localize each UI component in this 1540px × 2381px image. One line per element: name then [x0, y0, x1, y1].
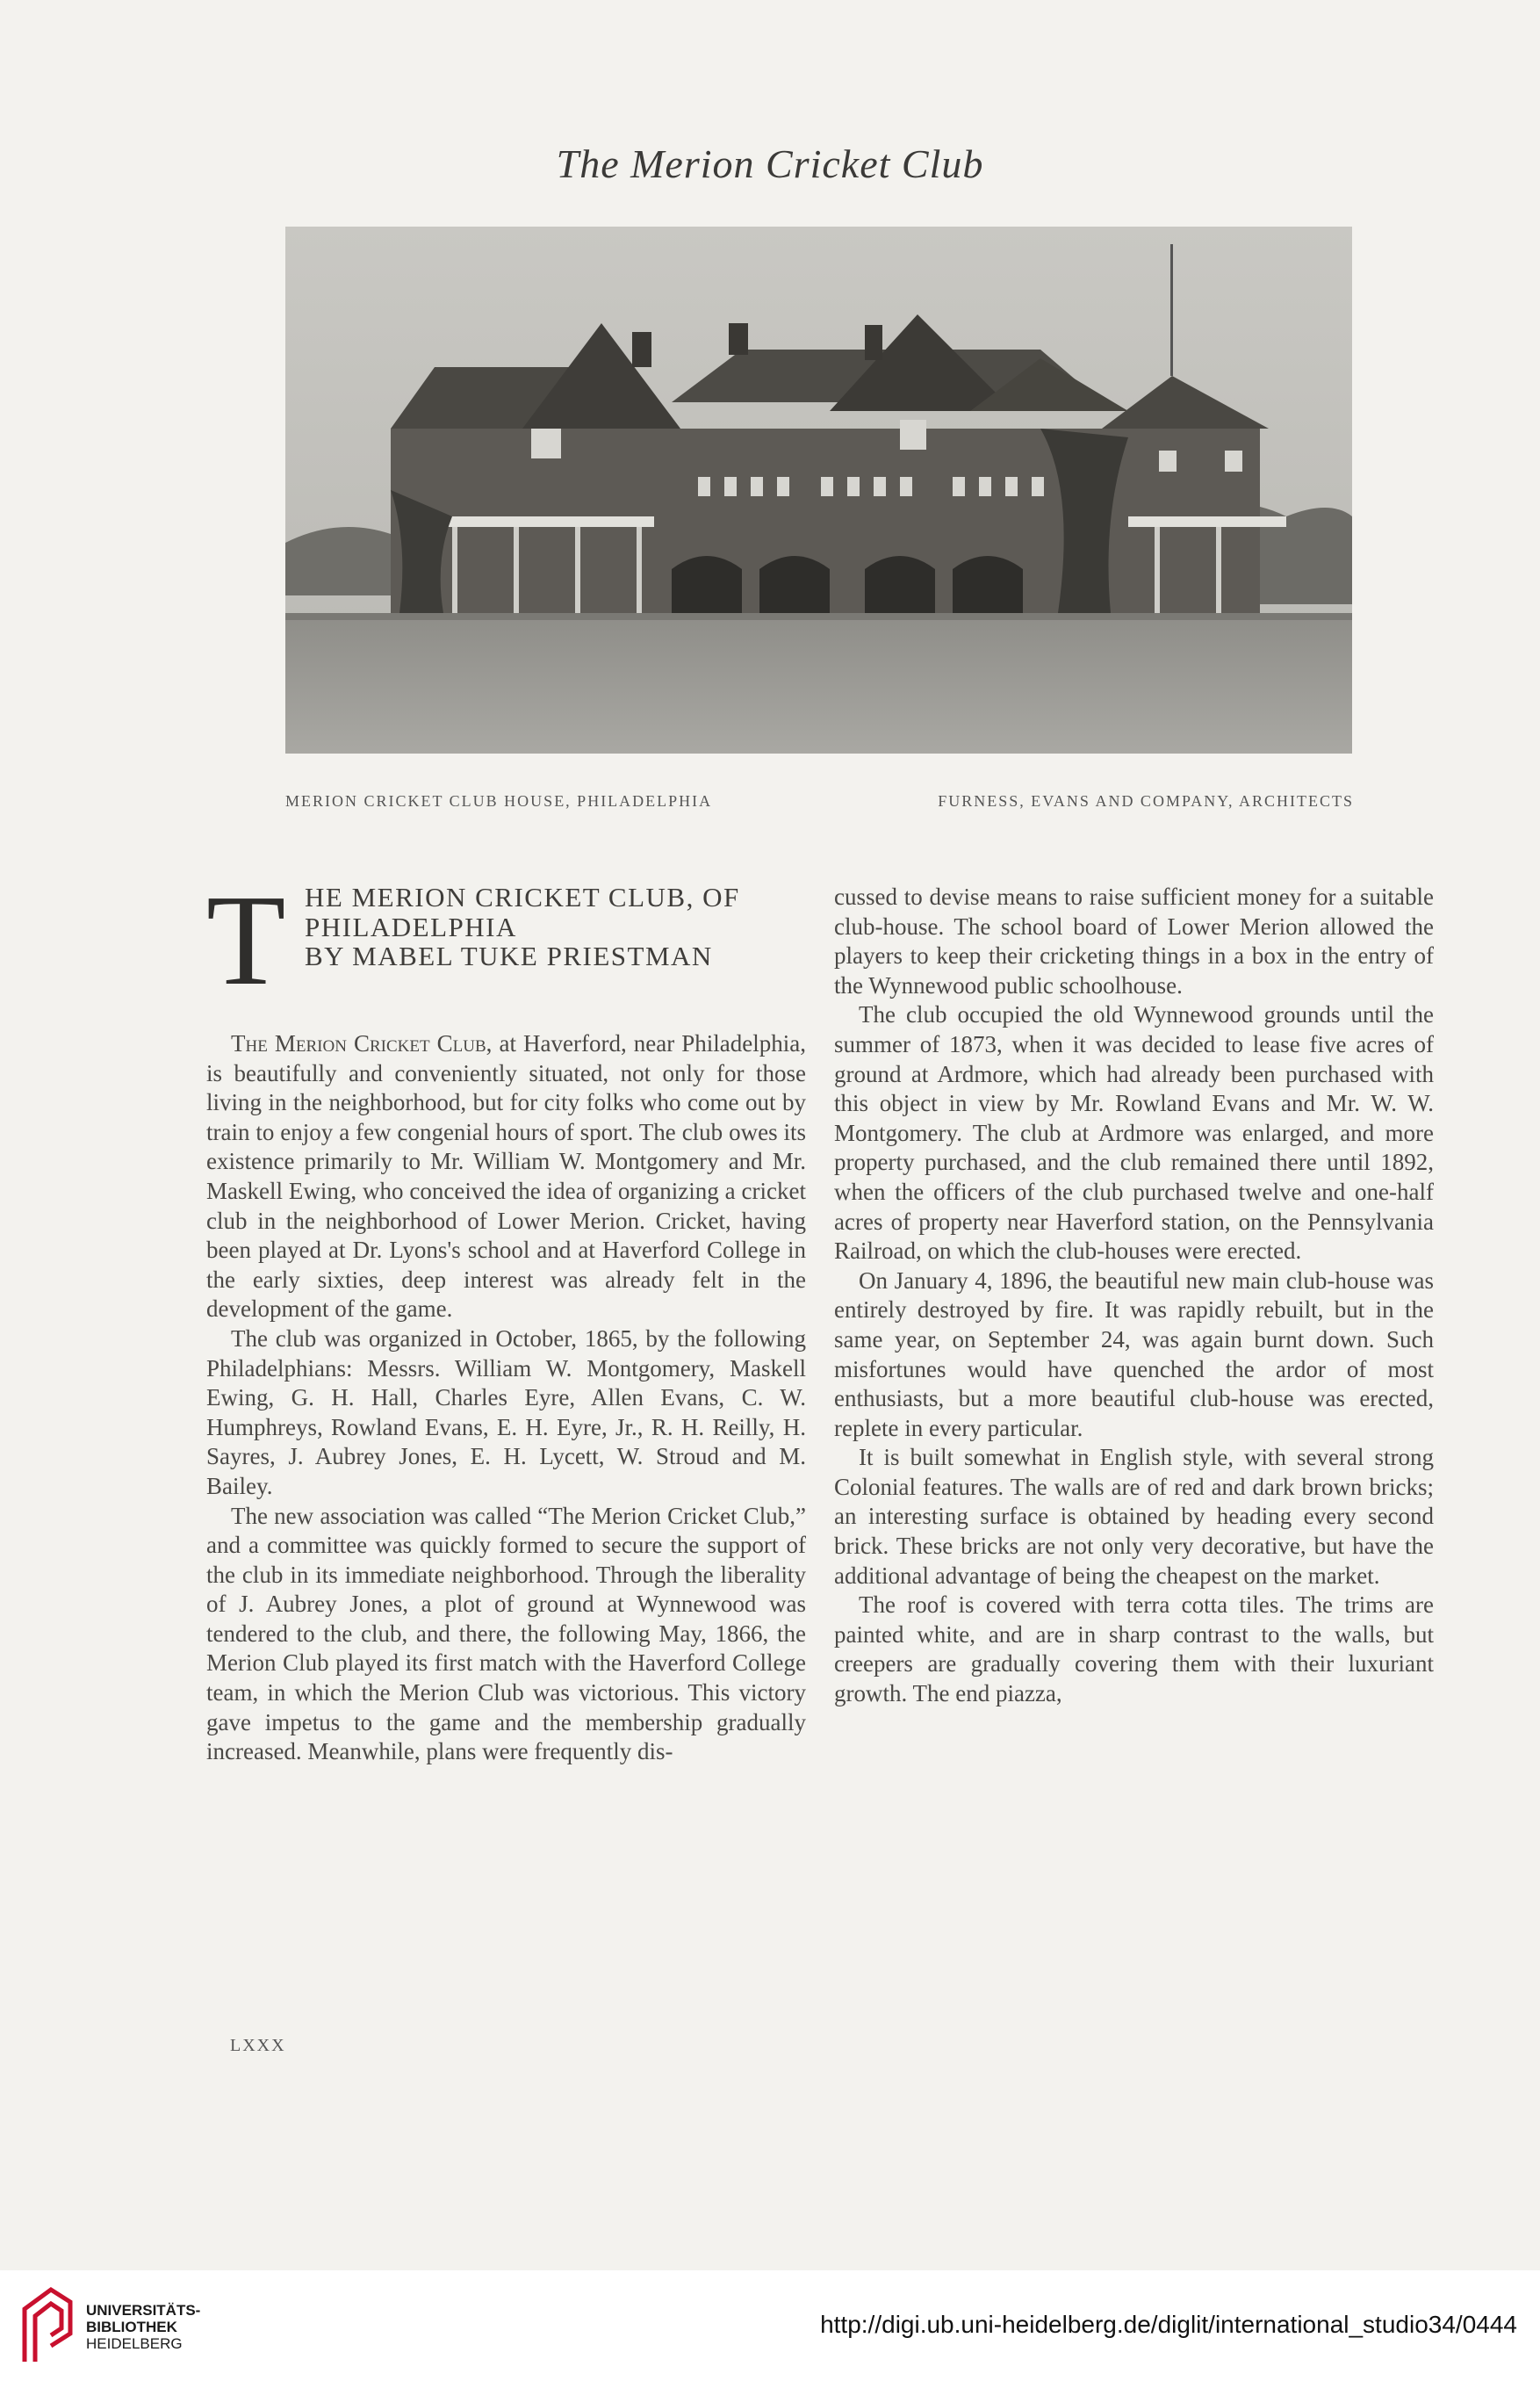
- paragraph-4: cussed to devise means to raise sufficient money for a suitable club-house. The school board of Lower Merion allowed the players to keep their cricketing things in a box in the entry of the Wynnewood public schoolhouse.: [834, 884, 1434, 999]
- drop-cap: T: [206, 869, 286, 1013]
- library-line-1: UNIVERSITÄTS-: [86, 2302, 201, 2319]
- article-title: [305, 883, 740, 971]
- library-name: [86, 2302, 200, 2352]
- clubhouse-photograph: [285, 227, 1352, 754]
- byline: BY MABEL TUKE PRIESTMAN: [305, 941, 713, 972]
- library-line-2: BIBLIOTHEK: [86, 2319, 177, 2335]
- page-folio: LXXX: [230, 2036, 286, 2055]
- paragraph-7: It is built somewhat in English style, with several strong Colonial features. The walls are of red and dark brown bricks; an interesting surface is obtained by heading every second brick. These bricks are not only very decorative, but have the additional advantage of being the cheapest on the market.: [834, 1444, 1434, 1589]
- clubhouse-image: [285, 227, 1352, 754]
- library-line-3: HEIDELBERG: [86, 2335, 183, 2352]
- photo-caption-left: MERION CRICKET CLUB HOUSE, PHILADELPHIA: [285, 792, 713, 810]
- paragraph-2: The club was organized in October, 1865, by the following Philadelphians: Messrs. William W. Montgomery, Maskell Ewing, G. H. Hall, Charles Eyre, Allen Evans, C. W. Humphreys, Rowland Evans, E. H. Eyre, Jr., R. H. Reilly, H. Sayres, J. Aubrey Jones, E. H. Lycett, W. Stroud and M. Bailey.: [206, 1324, 806, 1499]
- digitization-footer: [0, 2270, 1540, 2381]
- paragraph-1: [206, 1029, 806, 1324]
- running-head: The Merion Cricket Club: [556, 141, 984, 186]
- article-title-block: [206, 869, 806, 1029]
- lead-in: The Merion Cricket Club,: [231, 1030, 493, 1057]
- heidelberg-library-logo-icon: [16, 2283, 77, 2367]
- paragraph-6: On January 4, 1896, the beautiful new main club-house was entirely destroyed by fire. It was rapidly rebuilt, but in the same year, on September 24, was again burnt down. Such misfortunes would have quenched the ardor of most enthusiasts, but a more beautiful club-house was erected, replete in every particular.: [834, 1266, 1434, 1441]
- column-left: [206, 869, 807, 1767]
- source-url-link[interactable]: http://digi.ub.uni-heidelberg.de/diglit/international_studio34/0444: [820, 2311, 1517, 2338]
- title-line-1: HE MERION CRICKET CLUB, OF: [305, 882, 740, 913]
- paragraph-3: The new association was called “The Merion Cricket Club,” and a committee was quickly formed to secure the support of the club in its immediate neighborhood. Through the liberality of J. Aubrey Jones, a plot of ground at Wynnewood was tendered to the club, and there, the following May, 1866, the Merion Club played its first match with the Haverford College team, in which the Merion Club was victorious. This victory gave impetus to the game and the membership gradually increased. Meanwhile, plans were frequently dis-: [206, 1502, 806, 1765]
- column-right: [834, 883, 1434, 1709]
- paragraph-5: The club occupied the old Wynnewood grounds until the summer of 1873, when it was decided to lease five acres of ground at Ardmore, which had already been purchased with this object in view by Mr. Rowland Evans and Mr. W. W. Montgomery. The club at Ardmore was enlarged, and more property purchased, and the club remained there until 1892, when the officers of the club purchased twelve and one-half acres of property near Haverford station, on the Pennsylvania Railroad, on which the club-houses were erected.: [834, 1001, 1434, 1265]
- title-line-2: PHILADELPHIA: [305, 911, 517, 942]
- paragraph-8: The roof is covered with terra cotta tiles. The trims are painted white, and are in sharp contrast to the walls, but creepers are gradually covering them with their luxuriant growth. The end piazza,: [834, 1591, 1434, 1707]
- paragraph-1-text: at Haverford, near Philadelphia, is beautifully and conveniently situated, not only for those living in the neighborhood, but for city folks who come out by train to enjoy a few congenial hours of sport. The club owes its existence primarily to Mr. William W. Montgomery and Mr. Maskell Ewing, who conceived the idea of organizing a cricket club in the neighborhood of Lower Merion. Cricket, having been played at Dr. Lyons's school and at Haverford College in the early sixties, deep interest was already felt in the development of the game.: [206, 1030, 807, 1323]
- photo-caption-right: FURNESS, EVANS AND COMPANY, ARCHITECTS: [938, 792, 1354, 810]
